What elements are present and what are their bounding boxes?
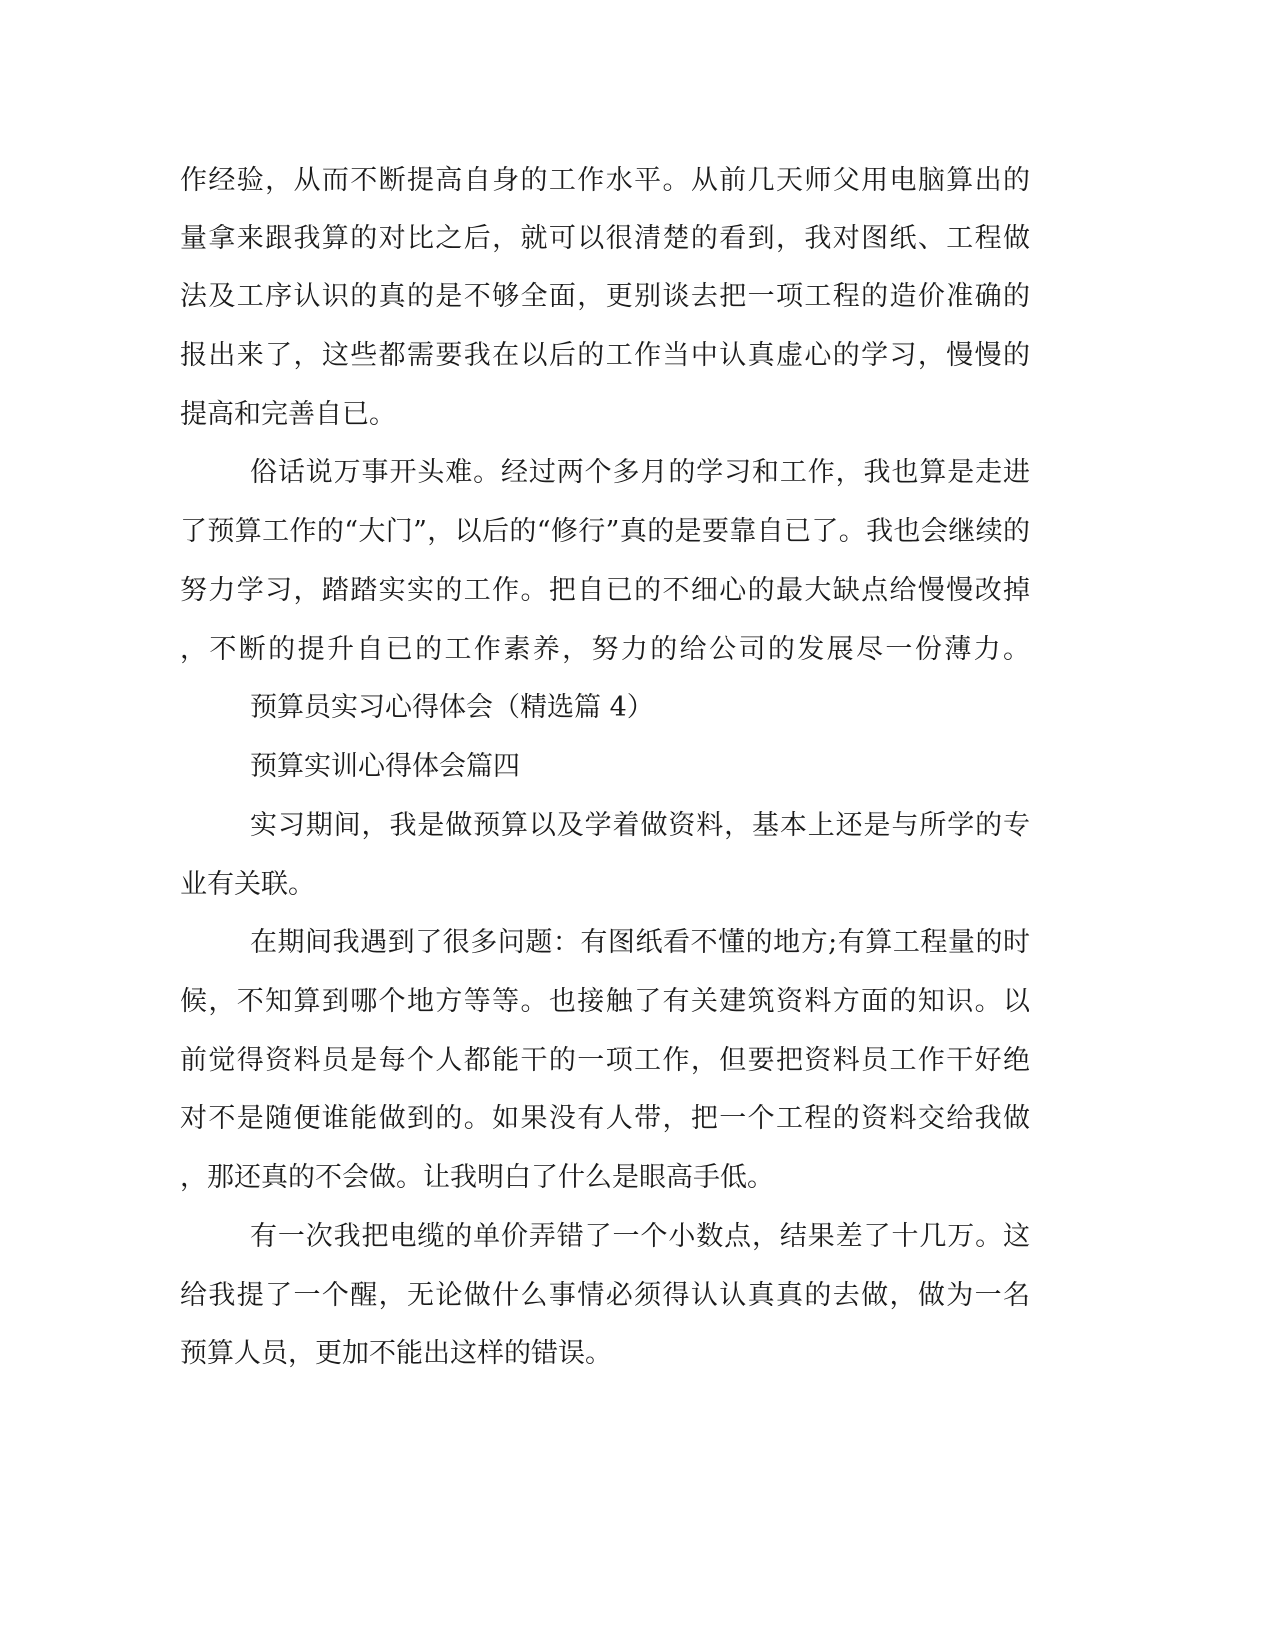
text-line-content: 量拿来跟我算的对比之后，就可以很清楚的看到，我对图纸、工程做 (180, 223, 1032, 254)
text-line-content: 实习期间，我是做预算以及学着做资料，基本上还是与所学的专 (250, 810, 1031, 841)
text-line (0, 219, 1275, 259)
text-line (0, 1099, 1275, 1139)
text-line (0, 277, 1275, 317)
text-line (0, 865, 1275, 905)
text-line-content: ，不断的提升自已的工作素养，努力的给公司的发展尽一份薄力。 (180, 634, 1033, 665)
text-line (0, 336, 1275, 376)
text-line-content: 提高和完善自已。 (180, 399, 396, 430)
text-line-content: 有一次我把电缆的单价弄错了一个小数点，结果差了十几万。这 (250, 1221, 1031, 1252)
text-line (0, 571, 1275, 611)
text-line (0, 982, 1275, 1022)
text-line (0, 1041, 1275, 1081)
text-line (0, 453, 1275, 493)
text-line-content: 前觉得资料员是每个人都能干的一项工作，但要把资料员工作干好绝 (180, 1045, 1032, 1076)
text-line (0, 1276, 1275, 1316)
text-line (0, 630, 1275, 670)
text-line-content: 了预算工作的“大门”，以后的“修行”真的是要靠自已了。我也会继续的 (180, 516, 1031, 547)
text-line-content: 候，不知算到哪个地方等等。也接触了有关建筑资料方面的知识。以 (180, 986, 1032, 1017)
text-line-content: ，那还真的不会做。让我明白了什么是眼高手低。 (180, 1162, 774, 1193)
text-line-content: 预算人员，更加不能出这样的错误。 (180, 1338, 612, 1369)
text-line-content: 业有关联。 (180, 869, 315, 900)
text-line-content: 俗话说万事开头难。经过两个多月的学习和工作，我也算是走进 (250, 457, 1031, 488)
text-line (0, 1334, 1275, 1374)
text-line (0, 395, 1275, 435)
text-line-content: 努力学习，踏踏实实的工作。把自已的不细心的最大缺点给慢慢改掉 (180, 575, 1032, 606)
text-line (0, 512, 1275, 552)
text-line-content: 报出来了，这些都需要我在以后的工作当中认真虚心的学习，慢慢的 (180, 340, 1032, 371)
text-line-content: 作经验，从而不断提高自身的工作水平。从前几天师父用电脑算出的 (180, 165, 1032, 196)
section-subheading-text: 预算实训心得体会篇四 (250, 751, 520, 782)
text-line (0, 806, 1275, 846)
text-line (0, 1158, 1275, 1198)
text-line (0, 923, 1275, 963)
section-heading (0, 688, 1275, 728)
text-line (0, 1217, 1275, 1257)
text-line-content: 法及工序认识的真的是不够全面，更别谈去把一项工程的造价准确的 (180, 281, 1032, 312)
text-line-content: 在期间我遇到了很多问题：有图纸看不懂的地方;有算工程量的时 (250, 927, 1031, 958)
section-subheading (0, 747, 1275, 787)
section-heading-text: 预算员实习心得体会（精选篇 4） (250, 692, 654, 723)
text-line-content: 对不是随便谁能做到的。如果没有人带，把一个工程的资料交给我做 (180, 1103, 1032, 1134)
text-line (0, 161, 1275, 201)
text-line-content: 给我提了一个醒，无论做什么事情必须得认认真真的去做，做为一名 (180, 1280, 1032, 1311)
